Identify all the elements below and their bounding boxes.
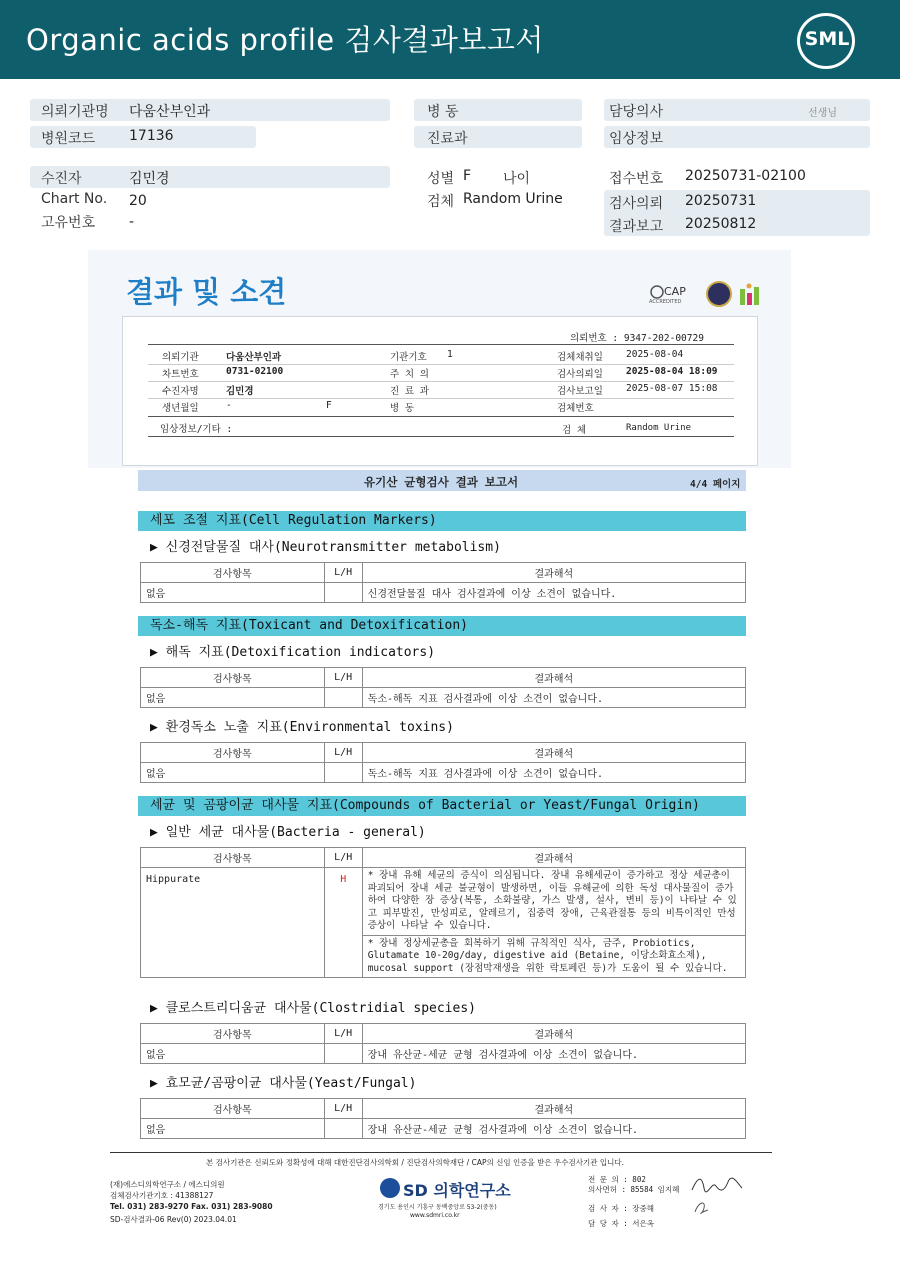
report-info-v1: 김민경 — [226, 386, 254, 397]
item-cell: 없음 — [141, 1119, 325, 1139]
table-header-row — [141, 743, 746, 763]
page-info: 4/4 페이지 — [690, 479, 741, 490]
ward-label: 병 동 — [427, 104, 459, 120]
report-info-v1: 0731-02100 — [226, 366, 284, 377]
footer-examiner: 검 사 자 : 장중해 — [588, 1204, 655, 1213]
interp-cell: 신경전달물질 대사 검사결과에 이상 소견이 없습니다. — [362, 583, 745, 603]
subsection-neurotransmitter: ▶ 신경전달물질 대사(Neurotransmitter metabolism) — [150, 540, 501, 555]
clinical-label: 임상정보 — [609, 131, 664, 147]
report-title: 결과 및 소견 — [126, 275, 287, 309]
cap-logo — [648, 283, 700, 305]
row-divider — [148, 364, 734, 365]
chart-label: Chart No. — [41, 191, 108, 207]
clostridial-table — [140, 1023, 746, 1064]
report-info-l2: 진 료 과 — [390, 386, 429, 397]
signature-image — [688, 1172, 744, 1196]
report-info-v3: 2025-08-04 — [626, 349, 684, 360]
footer-website: www.sdmri.co.kr — [410, 1212, 460, 1219]
col-item: 검사항목 — [141, 848, 325, 868]
col-flag: L/H — [324, 668, 362, 688]
interp-cell: 장내 유산균-세균 균형 검사결과에 이상 소견이 없습니다. — [362, 1119, 745, 1139]
col-flag: L/H — [324, 1099, 362, 1119]
report-info-l2: 기관기호 — [390, 352, 427, 363]
neurotransmitter-table — [140, 562, 746, 603]
row-divider — [148, 381, 734, 382]
subsection-environmental: ▶ 환경독소 노출 지표(Environmental toxins) — [150, 720, 454, 735]
table-row — [141, 688, 746, 708]
footer-specialist: 전 문 의 : 802 — [588, 1175, 646, 1184]
doctor-suffix: 선생님 — [808, 108, 837, 119]
table-header-row — [141, 848, 746, 868]
report-info-l2: 주 치 의 — [390, 369, 429, 380]
report-value: 20250812 — [685, 216, 757, 232]
flag-cell — [324, 583, 362, 603]
bacteria-table — [140, 847, 746, 978]
subsection-detox: ▶ 해독 지표(Detoxification indicators) — [150, 645, 436, 660]
interp-cell: 장내 유산균-세균 균형 검사결과에 이상 소견이 없습니다. — [362, 1044, 745, 1064]
col-item: 검사항목 — [141, 1024, 325, 1044]
banner-title: 유기산 균형검사 결과 보고서 — [364, 475, 519, 489]
specimen-label: 검체 — [427, 194, 455, 210]
footer-notice: 본 검사기관은 신뢰도와 정확성에 대해 대한진단검사의학회 / 진단검사의학재단 / CAP의 신임 인증을 받은 우수검사기관 입니다. — [206, 1158, 624, 1167]
sex-label: 성별 — [427, 171, 455, 187]
receipt-label: 접수번호 — [609, 171, 664, 187]
subsection-yeast-fungal: ▶ 효모균/곰팡이균 대사물(Yeast/Fungal) — [150, 1076, 417, 1091]
col-interp: 결과해석 — [362, 563, 745, 583]
col-interp: 결과해석 — [362, 668, 745, 688]
table-row — [141, 1119, 746, 1139]
hospital-code-label: 병원코드 — [41, 131, 96, 147]
col-flag: L/H — [324, 848, 362, 868]
item-cell: 없음 — [141, 583, 325, 603]
report-info-l1: 수진자명 — [162, 386, 199, 397]
unique-value: - — [129, 214, 135, 230]
col-interp: 결과해석 — [362, 1024, 745, 1044]
footer-code: 검체검사기관기호 : 41388127 — [110, 1191, 214, 1200]
patient-label: 수진자 — [41, 171, 82, 187]
lm-logo — [738, 281, 762, 307]
col-flag: L/H — [324, 1024, 362, 1044]
table-row — [141, 763, 746, 783]
footer-org: (재)에스디의학연구소 / 에스디의원 — [110, 1180, 225, 1189]
subsection-clostridial: ▶ 클로스트리디움균 대사물(Clostridial species) — [150, 1001, 476, 1016]
table-header-row — [141, 1099, 746, 1119]
table-row — [141, 583, 746, 603]
request-label: 검사의뢰 — [609, 196, 664, 212]
receipt-value: 20250731-02100 — [685, 168, 806, 184]
institution-value: 다움산부인과 — [129, 104, 211, 120]
age-label: 나이 — [503, 171, 531, 187]
report-info-v2: 1 — [447, 349, 453, 360]
interp-cell: * 장내 유해 세균의 증식이 의심됩니다. 장내 유해세균이 증가하고 정상 세균총이 파괴되어 장내 세균 불균형이 발생하면, 이들 유해균에 의한 독성 대사물질이 증가하여 다양한 장 증상(복통, 소화불량, 가스 발생, 설사, 변비 등)이 나타날 수 있고 피부발진, 만성피로, 알레르기, 집중력 장애, 근육관절통 등의 비특이적인 만성증상이 나타날 수 있습니다. — [362, 868, 745, 936]
col-item: 검사항목 — [141, 668, 325, 688]
table-header-row — [141, 1024, 746, 1044]
table-header-row — [141, 668, 746, 688]
report-info-l1: 생년월일 — [162, 403, 199, 414]
interp-cell: 독소-해독 지표 검사결과에 이상 소견이 없습니다. — [362, 688, 745, 708]
col-flag: L/H — [324, 743, 362, 763]
specimen-value: Random Urine — [463, 191, 563, 207]
section-title: 세포 조절 지표(Cell Regulation Markers) — [150, 513, 437, 528]
environmental-table — [140, 742, 746, 783]
col-item: 검사항목 — [141, 1099, 325, 1119]
flag-high-cell: H — [324, 868, 362, 978]
section-bacterial-fungal — [138, 796, 746, 816]
report-info-l3: 검체번호 — [557, 403, 594, 414]
col-interp: 결과해석 — [362, 1099, 745, 1119]
report-info-v3: 2025-08-07 15:08 — [626, 383, 718, 394]
item-cell: 없음 — [141, 1044, 325, 1064]
flag-cell — [324, 1119, 362, 1139]
sd-brand: SD 의학연구소 — [403, 1181, 511, 1200]
detox-table — [140, 667, 746, 708]
specimen-row-value: Random Urine — [626, 423, 692, 433]
report-info-v1: 다움산부인과 — [226, 352, 282, 363]
signature-image-2 — [692, 1198, 712, 1216]
subsection-bacteria-general: ▶ 일반 세균 대사물(Bacteria - general) — [150, 825, 426, 840]
cap-sub-text: ACCREDITED — [649, 299, 682, 305]
dept-label: 진료과 — [427, 131, 468, 147]
request-value: 20250731 — [685, 193, 757, 209]
section-title: 독소-해독 지표(Toxicant and Detoxification) — [150, 618, 468, 633]
specimen-row-label: 검 체 — [562, 425, 587, 436]
yeast-table — [140, 1098, 746, 1139]
col-flag: L/H — [324, 563, 362, 583]
item-cell: 없음 — [141, 763, 325, 783]
report-info-v3: 2025-08-04 18:09 — [626, 366, 718, 377]
sd-logo-icon — [380, 1178, 400, 1198]
divider — [148, 344, 734, 345]
cap-text: CAP — [664, 285, 686, 298]
report-info-l3: 검사보고일 — [557, 386, 603, 397]
footer-phone: Tel. 031) 283-9270 Fax. 031) 283-9080 — [110, 1202, 273, 1211]
report-info-l3: 검체채취일 — [557, 352, 603, 363]
col-item: 검사항목 — [141, 743, 325, 763]
report-info-l1: 차트번호 — [162, 369, 199, 380]
report-info-l3: 검사의뢰일 — [557, 369, 603, 380]
page-title: Organic acids profile 검사결과보고서 — [26, 23, 544, 57]
col-interp: 결과해석 — [362, 848, 745, 868]
request-number: 의뢰번호 : 9347-202-00729 — [570, 333, 704, 344]
item-cell: 없음 — [141, 688, 325, 708]
flag-cell — [324, 763, 362, 783]
section-toxicant — [138, 616, 746, 636]
item-cell: Hippurate — [141, 868, 325, 978]
chart-value: 20 — [129, 193, 147, 209]
doctor-label: 담당의사 — [609, 104, 664, 120]
report-info-l1: 의뢰기관 — [162, 352, 199, 363]
row-divider — [148, 398, 734, 399]
col-item: 검사항목 — [141, 563, 325, 583]
report-info-l2: 병 동 — [390, 403, 415, 414]
patient-field — [30, 166, 390, 188]
interp-cell: * 장내 정상세균총을 회복하기 위해 규칙적인 식사, 금주, Probiotics, Glutamate 10-20g/day, digestive aid (Betaine, 이당소화효소제), mucosal support (장점막재생을 위한 락토페린 등)가 도움이 될 수 있습니다. — [362, 935, 745, 978]
table-row — [141, 868, 746, 936]
hospital-code-value: 17136 — [129, 128, 174, 144]
footer-address: 경기도 용인시 기흥구 동백중앙로 53-2(중동) — [378, 1204, 497, 1211]
seal-logo — [706, 281, 732, 307]
footer-rev: SD-검사결과-06 Rev(0) 2023.04.01 — [110, 1215, 237, 1224]
table-row — [141, 1044, 746, 1064]
unique-label: 고유번호 — [41, 215, 96, 231]
sex-value: F — [463, 168, 472, 184]
patient-value: 김민경 — [129, 171, 170, 187]
divider — [148, 436, 734, 437]
flag-cell — [324, 688, 362, 708]
section-title: 세균 및 곰팡이균 대사물 지표(Compounds of Bacterial or Yeast/Fungal Origin) — [150, 798, 700, 813]
flag-cell — [324, 1044, 362, 1064]
divider — [148, 416, 734, 417]
table-header-row — [141, 563, 746, 583]
sml-logo-text: SML — [804, 28, 850, 50]
report-info-v1b: F — [326, 400, 332, 411]
footer-divider — [110, 1152, 772, 1153]
interp-cell: 독소-해독 지표 검사결과에 이상 소견이 없습니다. — [362, 763, 745, 783]
report-label: 결과보고 — [609, 219, 664, 235]
footer-license: 의사면허 : 85584 임지혜 — [588, 1185, 680, 1194]
footer-manager: 담 당 자 : 서은옥 — [588, 1219, 655, 1228]
clinical-row-label: 임상정보/기타 : — [160, 424, 233, 435]
col-interp: 결과해석 — [362, 743, 745, 763]
section-cell-regulation — [138, 511, 746, 531]
institution-label: 의뢰기관명 — [41, 104, 109, 120]
report-info-v1: - — [226, 400, 232, 411]
